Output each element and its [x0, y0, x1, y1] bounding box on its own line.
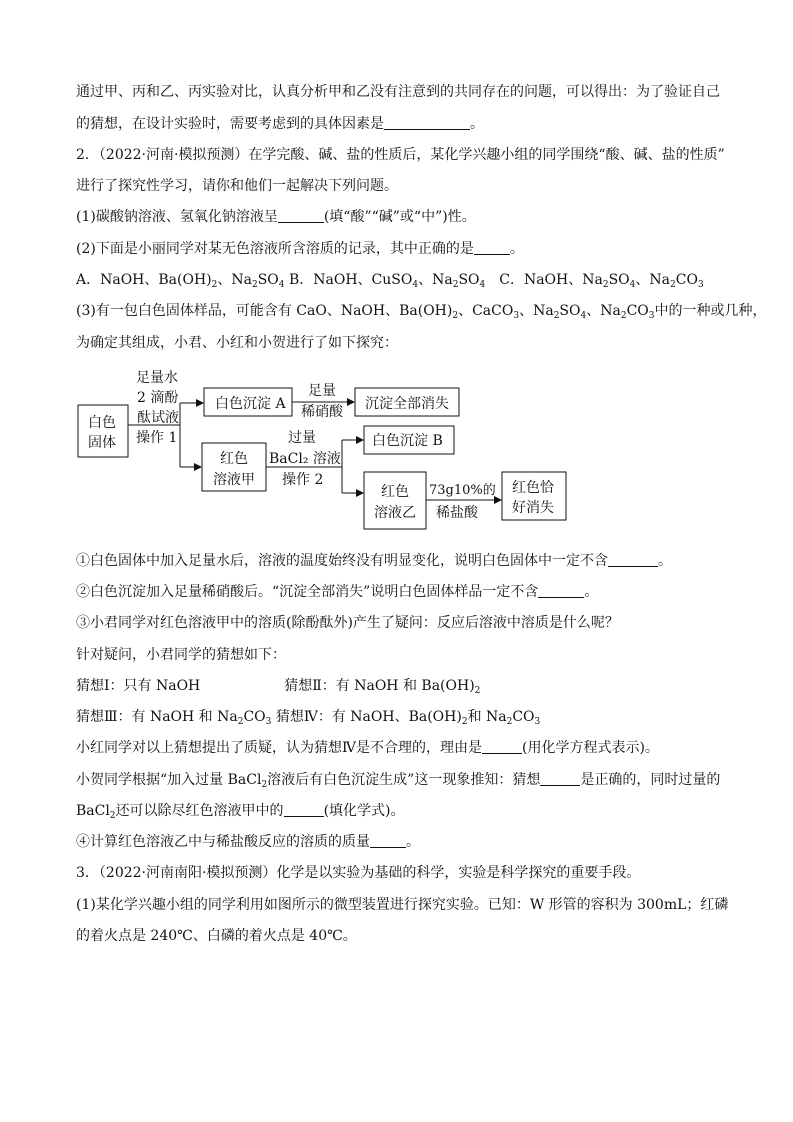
text-segment: (用化学方程式表示)。	[522, 740, 659, 756]
solution-b-label-2: 溶液乙	[374, 505, 416, 521]
text-segment: 、Na	[418, 272, 453, 288]
subscript: 4	[412, 280, 419, 290]
subscript: 2	[620, 311, 627, 321]
subscript: 2	[474, 686, 481, 696]
text-segment: SO	[458, 272, 480, 288]
text-segment: CO	[243, 709, 266, 725]
subscript: 2	[251, 280, 258, 290]
text-segment: SO	[559, 303, 581, 319]
text-segment: B．NaOH、CuSO	[284, 272, 413, 288]
result-label-2: 好消失	[512, 500, 554, 516]
subscript: 4	[580, 311, 587, 321]
text-segment: 小红同学对以上猜想提出了质疑，认为猜想Ⅳ是不合理的，理由是	[76, 740, 482, 756]
text-segment: 进行了探究性学习，请你和他们一起解决下列问题。	[76, 178, 398, 194]
text-segment: C．NaOH、Na	[485, 272, 603, 288]
text-segment: (1)某化学兴趣小组的同学利用如图所示的微型装置进行探究实验。已知：W 形管的容积为 300mL；红磷	[76, 897, 729, 913]
text-segment: CO	[626, 303, 649, 319]
text-segment: SO	[608, 272, 630, 288]
acid1-label-1: 足量	[308, 383, 336, 399]
precip-b-label: 白色沉淀 B	[372, 433, 443, 449]
text-segment: (2)下面是小丽同学对某无色溶液所含溶质的记录，其中正确的是	[76, 241, 474, 257]
acid2-label-1: 73g10%的	[429, 483, 496, 498]
text-segment: 小贺同学根据“加入过量 BaCl	[76, 772, 262, 788]
acid2-label-2: 稀盐酸	[436, 505, 478, 521]
text-segment: BaCl	[76, 803, 110, 819]
acid1-label-2: 稀硝酸	[301, 404, 343, 420]
text-segment: 、Na	[519, 303, 554, 319]
precip-a-label: 白色沉淀 A	[215, 396, 286, 412]
subscript: 3	[513, 311, 520, 321]
subscript: 2	[211, 280, 218, 290]
subscript: 2	[506, 717, 513, 727]
text-segment: 的猜想，在设计实验时，需要考虑到的具体因素是	[76, 116, 384, 132]
subscript: 2	[237, 717, 244, 727]
subscript: 2	[461, 717, 468, 727]
text-segment: (填化学式)。	[323, 803, 405, 819]
text-segment: 、CaCO	[458, 303, 514, 319]
text-segment: 还可以除尽红色溶液甲中的	[115, 803, 284, 819]
step1-label-4: 操作 1	[136, 430, 178, 446]
subscript: 4	[278, 280, 285, 290]
text-segment: 是正确的，同时过量的	[580, 772, 721, 788]
text-segment: ①白色固体中加入足量水后，溶液的温度始终没有明显变化，说明白色固体中一定不含	[76, 553, 608, 569]
text-segment: (填“酸”“碱”或“中”)性。	[323, 209, 476, 225]
dissolved-label: 沉淀全部消失	[365, 396, 449, 412]
sample-label-1: 白色	[88, 415, 116, 431]
solution-a-label-1: 红色	[220, 451, 248, 467]
text-segment: ②白色沉淀加入足量稀硝酸后。“沉淀全部消失”说明白色固体样品一定不含	[76, 584, 539, 600]
step2-label-1: 过量	[288, 430, 316, 446]
text-segment: 猜想Ⅰ：只有 NaOH 猜想Ⅱ：有 NaOH 和 Ba(OH)	[76, 678, 475, 694]
text-segment: 、Na	[217, 272, 252, 288]
subscript: 4	[479, 280, 486, 290]
subscript: 3	[697, 280, 704, 290]
text-segment: 。	[658, 553, 672, 569]
subscript: 2	[670, 280, 676, 290]
text-segment: 和 Na	[467, 709, 507, 725]
subscript: 2	[452, 311, 459, 321]
subscript: 3	[648, 311, 655, 321]
text-segment: CO	[675, 272, 698, 288]
subscript: 2	[553, 311, 560, 321]
subscript: 2	[452, 280, 459, 290]
text-segment: 溶液后有白色沉淀生成”这一现象推知：猜想	[267, 772, 541, 788]
step1-label-1: 足量水	[136, 370, 178, 386]
text-segment: 。	[470, 116, 484, 132]
text-segment: 、Na	[635, 272, 670, 288]
subscript: 3	[265, 717, 272, 727]
subscript: 3	[534, 717, 541, 727]
step2-label-2: BaCl₂ 溶液	[269, 451, 341, 467]
text-segment: 通过甲、丙和乙、丙实验对比，认真分析甲和乙没有注意到的共同存在的问题，可以得出：为了验证自己	[76, 84, 720, 100]
text-segment: ④计算红色溶液乙中与稀盐酸反应的溶质的质量	[76, 834, 370, 850]
text-segment: ③小君同学对红色溶液甲中的溶质(除酚酞外)产生了疑问：反应后溶液中溶质是什么呢？	[76, 615, 619, 631]
text-segment: (1)碳酸钠溶液、氢氧化钠溶液呈	[76, 209, 278, 225]
text-segment: 中的一种或几种，	[654, 303, 767, 319]
subscript: 2	[602, 280, 609, 290]
text-segment: 为确定其组成，小君、小红和小贺进行了如下探究：	[76, 335, 398, 351]
text-segment: 。	[509, 241, 524, 257]
text-segment: A．NaOH、Ba(OH)	[76, 272, 212, 288]
sample-label-2: 固体	[88, 435, 116, 451]
text-segment: 3．（2022·河南南阳·模拟预测）化学是以实验为基础的科学，实验是科学探究的重要手段。	[76, 865, 641, 881]
text-segment: CO	[512, 709, 535, 725]
text-segment: 。	[406, 834, 420, 850]
solution-a-label-2: 溶液甲	[213, 472, 255, 488]
step1-label-2: 2 滴酚	[137, 390, 179, 406]
subscript: 4	[629, 280, 636, 290]
text-segment: 猜想Ⅲ：有 NaOH 和 Na	[76, 709, 238, 725]
text-segment: (3)有一包白色固体样品，可能含有 CaO、NaOH、Ba(OH)	[76, 303, 453, 319]
text-segment: 针对疑问，小君同学的猜想如下：	[76, 647, 286, 663]
text-segment: 猜想Ⅳ：有 NaOH、Ba(OH)	[271, 709, 462, 725]
step1-label-3: 酞试液	[137, 410, 179, 426]
text-segment: 的着火点是 240℃、白磷的着火点是 40℃。	[76, 928, 357, 944]
step2-label-3: 操作 2	[282, 472, 324, 488]
text-segment: 。	[584, 584, 599, 600]
text-segment: 、Na	[586, 303, 621, 319]
result-label-1: 红色恰	[512, 480, 554, 496]
solution-b-label-1: 红色	[381, 484, 409, 500]
text-segment: SO	[257, 272, 279, 288]
subscript: 2	[261, 780, 268, 790]
subscript: 2	[109, 811, 116, 821]
text-segment: 2．（2022·河南·模拟预测）在学完酸、碱、盐的性质后，某化学兴趣小组的同学围绕“酸、碱、盐的性质”	[76, 147, 725, 163]
